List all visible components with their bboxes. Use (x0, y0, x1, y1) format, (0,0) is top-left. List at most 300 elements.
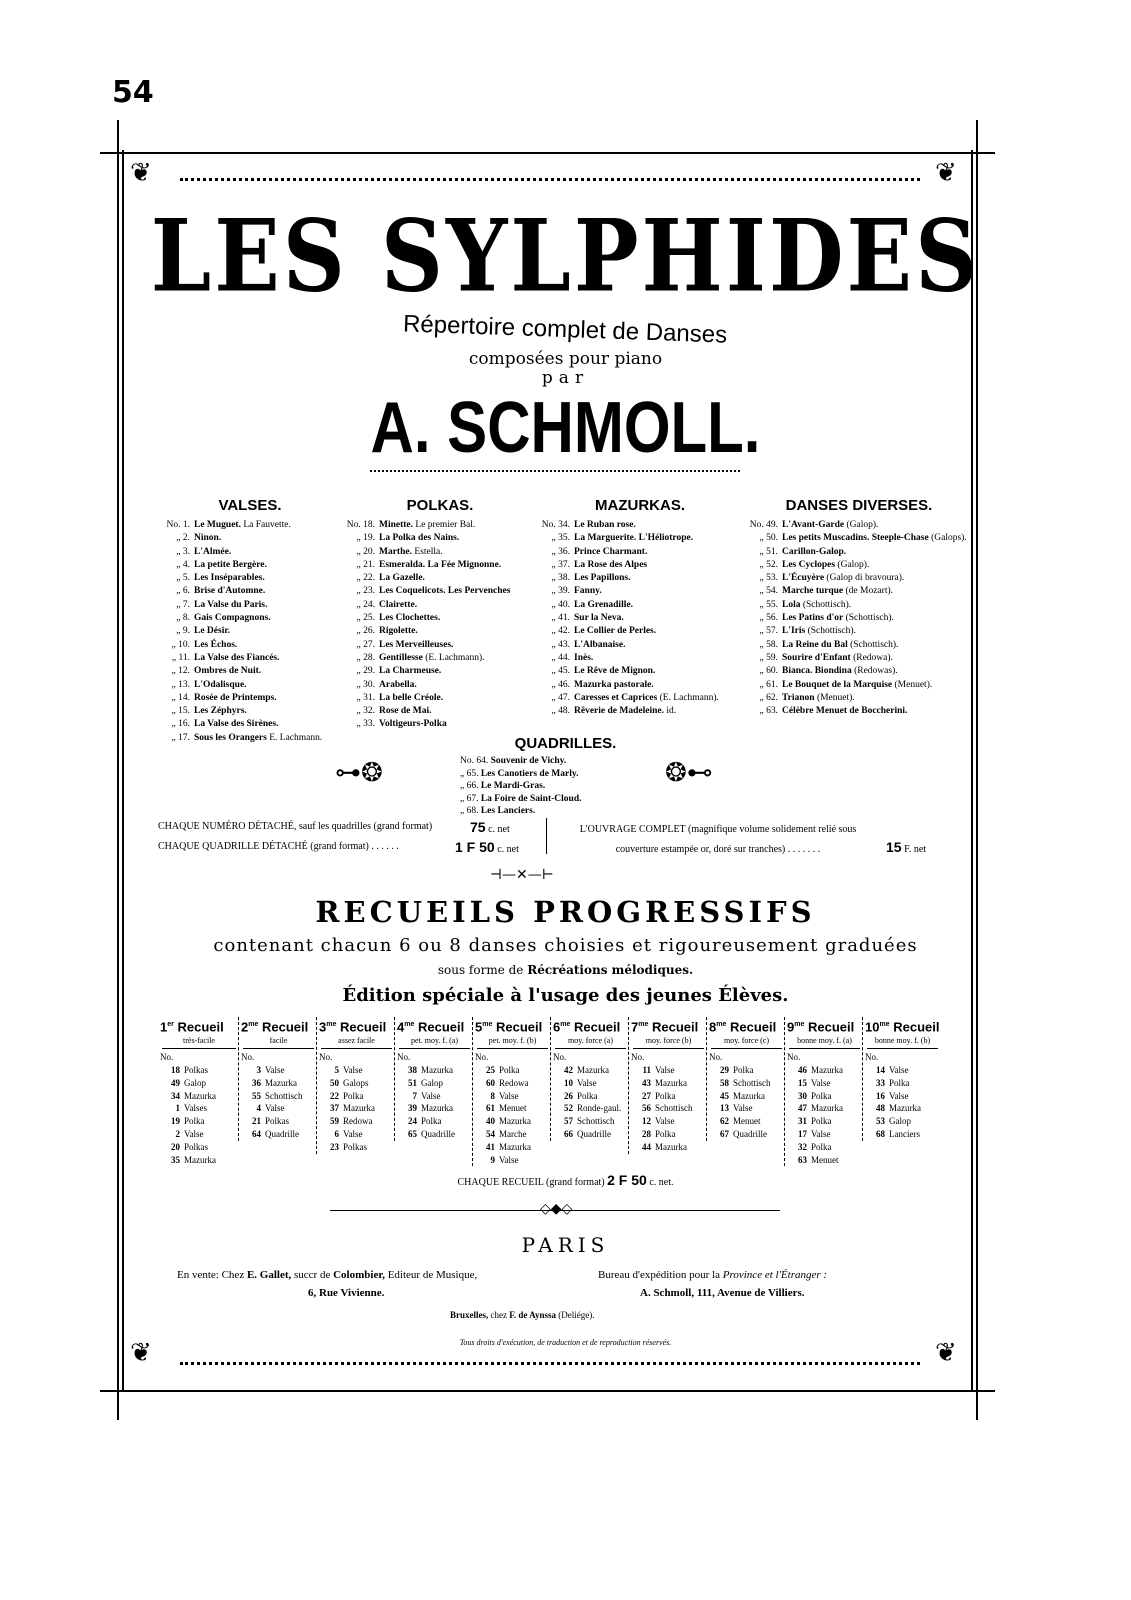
list-item (748, 546, 970, 559)
section-heading: VALSES. (218, 497, 282, 514)
item-dance: Mazurka (889, 1103, 921, 1114)
recueil-item (475, 1115, 550, 1128)
item-dance: Polka (811, 1090, 832, 1101)
author: A. SCHMOLL. (370, 387, 761, 468)
item-dance: Polka (184, 1116, 205, 1127)
recueil-label: Recueil (177, 1019, 224, 1035)
item-title: Voltigeurs-Polka (379, 719, 447, 730)
section-heading: MAZURKAS. (595, 497, 685, 514)
item-number: 60 (486, 1077, 495, 1088)
valses-column (160, 498, 340, 745)
item-dance: Valse (343, 1128, 363, 1139)
item-note: (Schottisch). (807, 626, 856, 637)
item-note: Estella. (414, 546, 443, 557)
item-dance: Polka (655, 1090, 676, 1101)
list-item (748, 612, 970, 625)
list-item (748, 519, 970, 532)
list-item (540, 546, 740, 559)
list-item (540, 639, 740, 652)
recueil-ordinal: me (716, 1021, 727, 1028)
item-note: (Schottisch). (850, 639, 899, 650)
item-title: Le Collier de Perles. (574, 626, 657, 637)
recueil-item (787, 1090, 862, 1103)
item-dance: Valse (811, 1128, 831, 1139)
item-title: Les Échos. (194, 639, 238, 650)
item-title: Célèbre Menuet de Boccherini. (782, 706, 908, 717)
item-dance: Mazurka (421, 1064, 453, 1075)
item-number: 29 (720, 1064, 729, 1075)
list-item (748, 692, 970, 705)
item-title: La Valse du Paris. (194, 599, 268, 610)
list-item (345, 692, 535, 705)
no-label: No. (397, 1052, 411, 1063)
list-item (160, 705, 340, 718)
list-item (160, 519, 340, 532)
list-item (160, 679, 340, 692)
item-number: 45 (720, 1090, 729, 1101)
item-number: No. 64. (460, 756, 489, 766)
recueil-item (319, 1090, 394, 1103)
list-item (345, 639, 535, 652)
list-item (160, 585, 340, 598)
list-item (160, 652, 340, 665)
item-dance: Mazurka (184, 1090, 216, 1101)
recueil-item (160, 1128, 238, 1141)
item-title: Gais Compagnons. (194, 613, 271, 624)
recueil-item (160, 1090, 238, 1103)
price-quadrille (158, 840, 399, 854)
recueil-number: 10 (865, 1019, 880, 1035)
quadrilles-section (0, 736, 1131, 751)
item-title: La Rose des Alpes (574, 559, 648, 570)
recueil-item (631, 1077, 706, 1090)
recueil-item (241, 1077, 316, 1090)
item-title: Les Merveilleuses. (379, 639, 454, 650)
list-item (345, 665, 535, 678)
recueil-item (709, 1077, 784, 1090)
no-label: No. (787, 1052, 801, 1063)
section-heading: DANSES DIVERSES. (785, 497, 933, 514)
item-title: Arabella. (379, 679, 417, 690)
item-number: „ 47. (551, 692, 570, 703)
item-note: Le premier Bal. (415, 520, 476, 530)
recueil-item (397, 1064, 472, 1077)
no-label: No. (865, 1052, 879, 1063)
item-dance: Menuet (733, 1116, 761, 1127)
item-dance: Valses (184, 1103, 207, 1114)
recueil-item (160, 1141, 238, 1154)
recueil-ordinal: me (794, 1021, 805, 1028)
item-number: 49 (171, 1077, 180, 1088)
item-number: 17 (798, 1128, 807, 1139)
item-title: La Foire de Saint-Cloud. (480, 793, 582, 804)
item-number: 25 (486, 1064, 495, 1075)
item-number: 20 (171, 1141, 180, 1152)
item-number: 63 (798, 1154, 807, 1165)
t: Province et l'Étranger : (722, 1269, 828, 1281)
item-dance: Mazurka (577, 1064, 609, 1075)
item-number: 13 (720, 1103, 729, 1114)
item-number: 2 (175, 1128, 180, 1139)
item-number: „ 28. (356, 652, 375, 663)
recueil-item (553, 1115, 628, 1128)
list-item (160, 599, 340, 612)
item-number: „ 45. (551, 666, 570, 677)
recueil-heading (241, 1017, 316, 1034)
item-number: 68 (876, 1128, 885, 1139)
list-item (345, 705, 535, 718)
item-title: La Polka des Nains. (379, 533, 460, 544)
item-number: 10 (564, 1077, 573, 1088)
recueil-label: Recueil (261, 1019, 309, 1035)
item-dance: Polka (811, 1141, 832, 1152)
item-number: „ 25. (356, 613, 375, 624)
item-title: Marche turque (782, 586, 844, 597)
item-title: L'Écuyère (782, 573, 825, 584)
recueil-ordinal: me (326, 1021, 337, 1028)
item-title: Clairette. (379, 599, 418, 610)
item-number: 22 (330, 1090, 339, 1101)
item-dance: Polkas (184, 1064, 209, 1075)
recueil-item (787, 1077, 862, 1090)
recueil-number: 8 (709, 1019, 717, 1035)
item-number: „ 35. (551, 533, 570, 544)
item-number: „ 52. (759, 559, 778, 570)
recueil-label: Recueil (651, 1019, 699, 1035)
item-title: La Marguerite. L'Héliotrope. (574, 533, 694, 544)
frame-bottom-rule (100, 1390, 995, 1392)
recueil-item (397, 1115, 472, 1128)
recueil-column (862, 1017, 940, 1141)
item-dance: Mazurka (811, 1103, 843, 1114)
section-heading: POLKAS. (406, 497, 474, 514)
item-number: 54 (486, 1128, 495, 1139)
recueil-item (241, 1064, 316, 1077)
item-number: 6 (334, 1128, 339, 1139)
item-dance: Valse (655, 1116, 675, 1127)
item-dance: Valse (499, 1154, 519, 1165)
mazurkas-column (540, 498, 740, 718)
recueil-item (475, 1064, 550, 1077)
recueil-item (709, 1115, 784, 1128)
list-item (748, 705, 970, 718)
item-number: 19 (171, 1116, 180, 1127)
divider-ornament-icon: ◇◆◇ (540, 1201, 573, 1217)
item-title: Trianon (782, 692, 815, 703)
price-single-label: CHAQUE NUMÉRO DÉTACHÉ, sauf les quadrilles (grand format) (158, 821, 433, 832)
recueil-item (160, 1115, 238, 1128)
list-item (345, 585, 535, 598)
list-item (345, 625, 535, 638)
recueils-form (0, 962, 1131, 978)
recueil-column (238, 1017, 316, 1141)
item-title: Lola (782, 599, 801, 610)
item-number: „ 46. (551, 679, 570, 690)
recueil-heading (553, 1017, 628, 1034)
item-number: 21 (252, 1116, 261, 1127)
item-number: 35 (171, 1154, 180, 1165)
recueil-ordinal: me (879, 1021, 890, 1028)
price-quad-label: CHAQUE QUADRILLE DÉTACHÉ (grand format) . . . . . . (158, 841, 399, 852)
form-text: sous forme de (437, 963, 524, 977)
recueil-item (709, 1064, 784, 1077)
recueil-item (553, 1102, 628, 1115)
item-number: „ 30. (356, 679, 375, 690)
recueil-level: pet. moy. f. (a) (399, 1035, 470, 1049)
item-number: 64 (252, 1128, 261, 1139)
item-title: Les Coquelicots. Les Pervenches (379, 586, 511, 597)
item-title: Esmeralda. La Fée Mignonne. (379, 559, 502, 570)
recueil-heading (787, 1017, 862, 1034)
item-number: 66 (564, 1128, 573, 1139)
item-number: „ 48. (551, 706, 570, 717)
item-number: 67 (720, 1128, 729, 1139)
item-note: id. (666, 706, 677, 717)
item-number: 36 (252, 1077, 261, 1088)
recueil-item (865, 1102, 940, 1115)
list-item (748, 665, 970, 678)
item-number: „ 51. (759, 546, 778, 557)
recueil-item (865, 1128, 940, 1141)
item-number: „ 10. (171, 639, 190, 650)
list-item (540, 665, 740, 678)
item-title: Les petits Muscadins. Steeple-Chase (782, 533, 929, 544)
item-title: Les Inséparables. (194, 573, 265, 584)
item-number: „ 59. (759, 652, 778, 663)
item-title: Ombres de Nuit. (194, 666, 262, 677)
item-number: 40 (486, 1116, 495, 1127)
item-number: 18 (171, 1064, 180, 1075)
item-dance: Quadrille (733, 1128, 767, 1139)
item-dance: Quadrille (577, 1128, 611, 1139)
item-number: „ 3. (176, 546, 190, 557)
price-single (158, 820, 432, 834)
item-number: „ 43. (551, 639, 570, 650)
item-number: „ 32. (356, 706, 375, 717)
subtitle-par: par (541, 368, 590, 388)
item-number: „ 26. (356, 626, 375, 637)
item-number: 5 (334, 1064, 339, 1075)
recueil-level: moy. force (c) (711, 1035, 782, 1049)
list-item (345, 718, 535, 731)
item-number: 52 (564, 1103, 573, 1114)
recueil-heading (319, 1017, 394, 1034)
recueil-item (241, 1128, 316, 1141)
item-dance: Polka (811, 1116, 832, 1127)
price-unit: c. net (488, 824, 510, 835)
item-number: „ 9. (176, 626, 190, 637)
item-number: „ 55. (759, 599, 778, 610)
recueil-item (475, 1141, 550, 1154)
recueil-label: Recueil (893, 1019, 940, 1035)
item-number: 11 (642, 1064, 651, 1075)
price-value: 75 (470, 819, 486, 835)
item-dance: Polka (733, 1064, 754, 1075)
item-title: Le Rêve de Mignon. (574, 666, 656, 677)
item-number: 41 (486, 1141, 495, 1152)
item-dance: Valse (499, 1090, 519, 1101)
item-number: „ 13. (171, 679, 190, 690)
item-number: „ 23. (356, 586, 375, 597)
list-item (345, 519, 535, 532)
recueil-item (397, 1090, 472, 1103)
item-number: „ 7. (176, 599, 190, 610)
recueil-label: Recueil (417, 1019, 465, 1035)
recueil-number: 7 (631, 1019, 639, 1035)
item-number: 65 (408, 1128, 417, 1139)
list-item (748, 625, 970, 638)
recueil-heading (709, 1017, 784, 1034)
item-number: 14 (876, 1064, 885, 1075)
item-title: L'Almée. (194, 546, 232, 557)
item-title: Les Lanciers. (480, 806, 536, 816)
list-item (748, 532, 970, 545)
recueil-number: 9 (787, 1019, 795, 1035)
recueil-level: assez facile (321, 1035, 392, 1049)
item-number: „ 60. (759, 666, 778, 677)
item-number: „ 36. (551, 546, 570, 557)
item-title: Carillon-Galop. (782, 546, 847, 557)
recueil-level: facile (243, 1035, 314, 1049)
list-item (160, 612, 340, 625)
item-note: (Redowas). (854, 666, 898, 677)
item-dance: Mazurka (811, 1064, 843, 1075)
list-item (748, 639, 970, 652)
item-number: 3 (256, 1064, 261, 1075)
recueils-title: RECUEILS PROGRESSIFS (315, 895, 816, 929)
recueil-item (631, 1090, 706, 1103)
recueil-price-unit: c. net. (649, 1177, 674, 1188)
recueil-price-label: CHAQUE RECUEIL (grand format) (457, 1177, 605, 1188)
recueil-column (784, 1017, 862, 1166)
recueil-item (709, 1102, 784, 1115)
corner-ornament-icon: ❦ (935, 158, 957, 188)
item-title: Les Patins d'or (782, 613, 844, 624)
recueil-column (316, 1017, 394, 1154)
item-number: „ 8. (176, 613, 190, 624)
list-item (160, 639, 340, 652)
recueil-number: 1 (160, 1019, 168, 1035)
list-item (748, 585, 970, 598)
item-title: Minette. (379, 520, 414, 530)
item-title: Mazurka pastorale. (574, 679, 654, 690)
item-number: „ 29. (356, 666, 375, 677)
bureau-address: A. Schmoll, 111, Avenue de Villiers. (640, 1287, 805, 1299)
item-dance: Polka (889, 1077, 910, 1088)
list-item (345, 599, 535, 612)
recueil-item (787, 1064, 862, 1077)
item-number: „ 22. (356, 573, 375, 584)
quadrilles-heading: QUADRILLES. (514, 735, 617, 752)
item-number: „ 40. (551, 599, 570, 610)
list-item (345, 532, 535, 545)
recueil-level: bonne moy. f. (b) (867, 1035, 938, 1049)
item-dance: Mazurka (421, 1103, 453, 1114)
item-dance: Polkas (343, 1141, 368, 1152)
recueil-item (787, 1115, 862, 1128)
item-number: 23 (330, 1141, 339, 1152)
item-number: 31 (798, 1116, 807, 1127)
quadrille-item (460, 805, 581, 818)
item-number: „ 17. (171, 732, 190, 743)
recueil-number: 2 (241, 1019, 249, 1035)
item-note: (Galop). (846, 520, 879, 530)
item-number: „ 38. (551, 573, 570, 584)
item-title: Les Canotiers de Marly. (480, 768, 579, 779)
item-dance: Mazurka (655, 1077, 687, 1088)
item-number: „ 63. (759, 706, 778, 717)
item-number: „ 27. (356, 639, 375, 650)
item-title: Le Désir. (194, 626, 231, 637)
item-dance: Schottisch (733, 1077, 771, 1088)
list-item (540, 559, 740, 572)
item-number: 9 (490, 1154, 495, 1165)
item-number: 27 (642, 1090, 651, 1101)
recueil-ordinal: me (638, 1021, 649, 1028)
recueil-label: Recueil (495, 1019, 543, 1035)
item-number: „ 44. (551, 652, 570, 663)
item-dance: Valse (421, 1090, 441, 1101)
item-number: 42 (564, 1064, 573, 1075)
item-dance: Mazurka (265, 1077, 297, 1088)
recueil-item (160, 1077, 238, 1090)
recueil-item (865, 1064, 940, 1077)
item-dance: Polkas (184, 1141, 209, 1152)
item-note: (Galop di bravoura). (826, 573, 905, 584)
list-item (540, 532, 740, 545)
item-dance: Polka (577, 1090, 598, 1101)
list-item (540, 652, 740, 665)
item-note: (Galops). (931, 533, 967, 544)
recueil-item (397, 1102, 472, 1115)
scroll-ornament-icon: ❂⊷ (665, 758, 713, 788)
quadrille-item (460, 793, 581, 806)
price-quadrille-amount (455, 839, 519, 857)
recueil-number: 6 (553, 1019, 561, 1035)
item-number: „ 31. (356, 692, 375, 703)
recueil-item (319, 1115, 394, 1128)
item-number: No. 34. (541, 520, 570, 530)
recueil-item (397, 1077, 472, 1090)
item-title: La Charmeuse. (379, 666, 442, 677)
item-title: Rigolette. (379, 626, 418, 637)
list-item (540, 692, 740, 705)
item-number: 30 (798, 1090, 807, 1101)
recueil-item (865, 1115, 940, 1128)
item-dance: Galop (184, 1077, 206, 1088)
t: (Deliége). (558, 1310, 595, 1320)
item-note: (E. Lachmann). (659, 692, 719, 703)
bottom-dotted-border (180, 1362, 920, 1365)
recueil-heading (397, 1017, 472, 1034)
list-item (540, 572, 740, 585)
item-number: „ 19. (356, 533, 375, 544)
list-item (540, 599, 740, 612)
item-dance: Galop (421, 1077, 443, 1088)
divider-ornament-icon: ⊣—✕—⊢ (490, 867, 554, 883)
item-title: La belle Créole. (379, 692, 444, 703)
recueil-item (319, 1141, 394, 1154)
recueil-item (475, 1077, 550, 1090)
item-number: 51 (408, 1077, 417, 1088)
no-label: No. (319, 1052, 333, 1063)
recueil-level: très-facile (162, 1035, 236, 1049)
item-title: La Gazelle. (379, 573, 425, 584)
t: Bruxelles, (450, 1310, 489, 1320)
recueil-item (241, 1102, 316, 1115)
list-item (748, 599, 970, 612)
recueil-ordinal: me (482, 1021, 493, 1028)
